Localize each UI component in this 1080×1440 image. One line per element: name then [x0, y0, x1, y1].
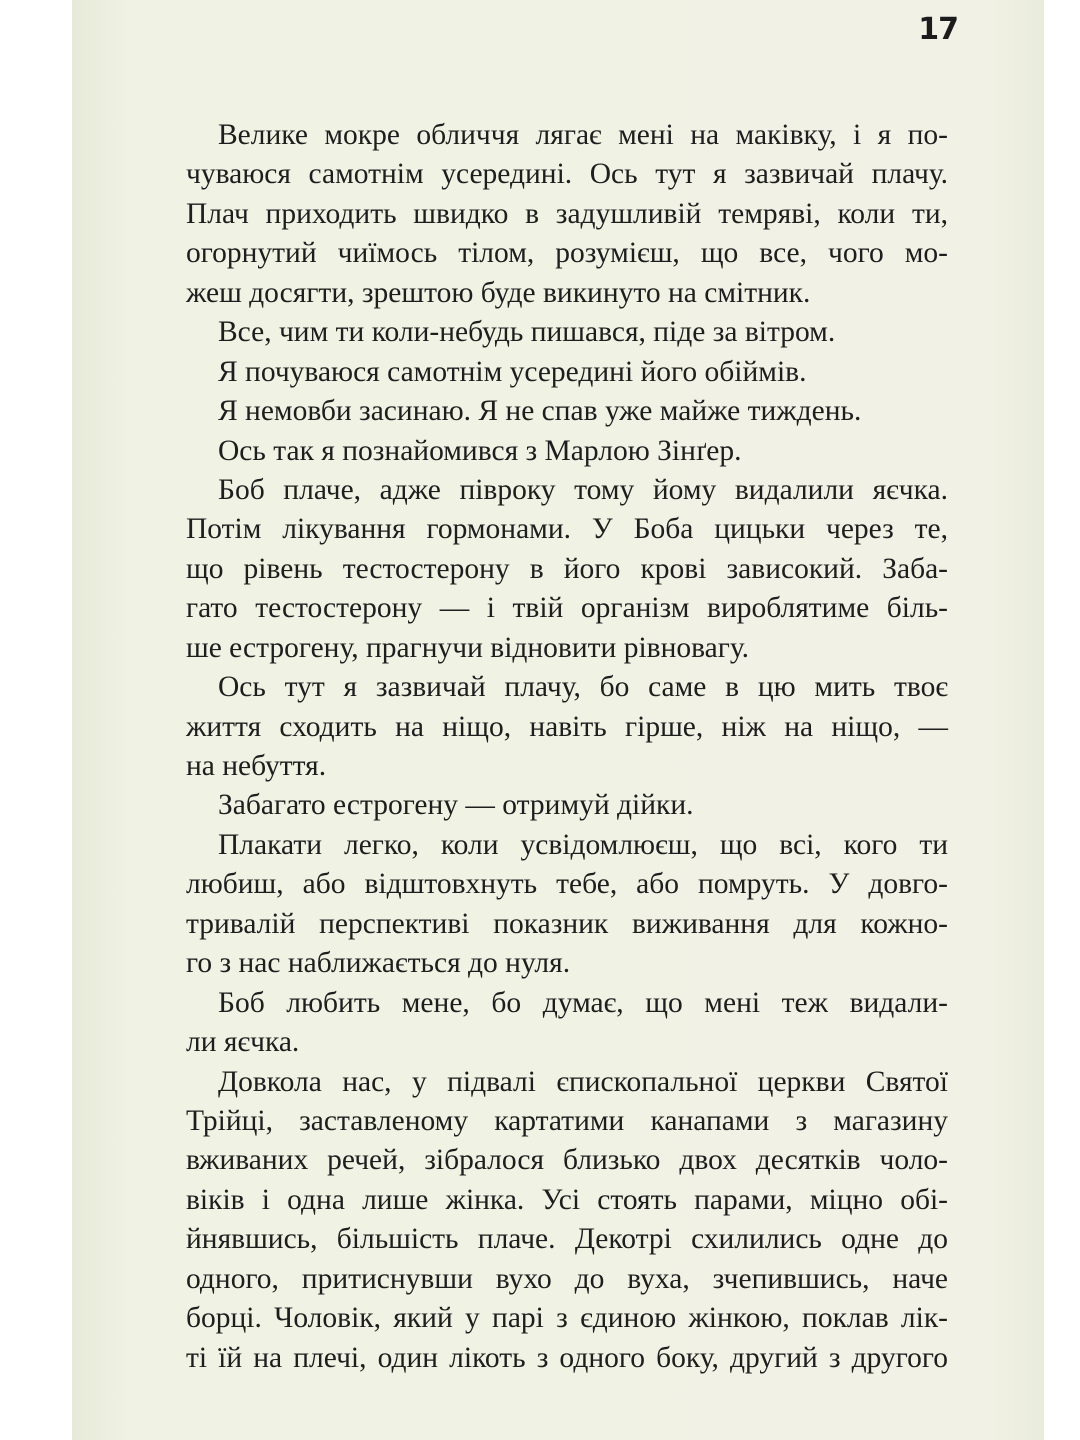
page-margin — [1044, 0, 1080, 1440]
text-line: ли яєчка. — [186, 1026, 300, 1059]
text-line: йнявшись, більшість плаче. Декотрі схилились одне до — [186, 1223, 948, 1256]
text-line: огорнутий чиїмось тілом, розумієш, що все, чого мо- — [186, 237, 948, 270]
text-line: Довкола нас, у підвалі єпископальної церкви Святої — [218, 1065, 948, 1098]
text-line: Я почуваюся самотнім усередині його обіймів. — [218, 355, 807, 388]
text-line: ше естрогену, прагнучи відновити рівновагу. — [186, 631, 750, 664]
text-line: ті їй на плечі, один лікоть з одного боку, другий з другого — [186, 1341, 948, 1374]
text-line: Ось тут я зазвичай плачу, бо саме в цю мить твоє — [218, 671, 948, 704]
text-line: Велике мокре обличчя лягає мені на маківку, і я по- — [218, 119, 948, 151]
body-text — [186, 116, 948, 1378]
text-line: гато тестостерону — і твій організм вироблятиме біль- — [186, 592, 948, 625]
text-line: борці. Чоловік, який у парі з єдиною жінкою, поклав лік- — [186, 1302, 948, 1335]
text-line: Трійці, заставленому картатими канапами з магазину — [186, 1104, 948, 1137]
text-line: го з нас наближається до нуля. — [186, 947, 571, 980]
text-line: на небуття. — [186, 750, 327, 782]
text-line: віків і одна лише жінка. Усі стоять парами, міцно обі- — [186, 1183, 948, 1216]
text-line: Я немовби засинаю. Я не спав уже майже тиждень. — [218, 395, 862, 428]
text-line: жеш досягти, зрештою буде викинуто на смітник. — [186, 276, 811, 309]
text-line: чуваюся самотнім усередині. Ось тут я зазвичай плачу. — [186, 158, 948, 191]
page-number: 17 — [918, 12, 958, 47]
text-line: Забагато естрогену — отримуй дійки. — [218, 789, 694, 822]
text-line: Потім лікування гормонами. У Боба цицьки через те, — [186, 513, 948, 546]
text-line: Плакати легко, коли усвідомлюєш, що всі, кого ти — [218, 828, 948, 861]
text-line: Ось так я познайомився з Марлою Зінґер. — [218, 434, 742, 467]
text-line: тривалій перспективі показник виживання для кожно- — [186, 907, 948, 940]
text-line: Боб плаче, адже півроку тому йому видалили яєчка. — [218, 473, 948, 506]
text-line: Боб любить мене, бо думає, що мені теж видали- — [218, 986, 948, 1019]
text-line: Все, чим ти коли-небудь пишався, піде за вітром. — [218, 316, 836, 349]
text-line: що рівень тестостерону в його крові зависокий. Заба- — [186, 552, 948, 585]
text-line: одного, притиснувши вухо до вуха, зчепившись, наче — [186, 1262, 948, 1295]
text-line: життя сходить на ніщо, навіть гірше, ніж на ніщо, — — [186, 710, 948, 743]
text-line: вживаних речей, зібралося близько двох десятків чоло- — [186, 1144, 948, 1177]
text-line: Плач приходить швидко в задушливій темряві, коли ти, — [186, 197, 948, 230]
text-line: любиш, або відштовхнуть тебе, або помруть. У довго- — [186, 868, 948, 901]
